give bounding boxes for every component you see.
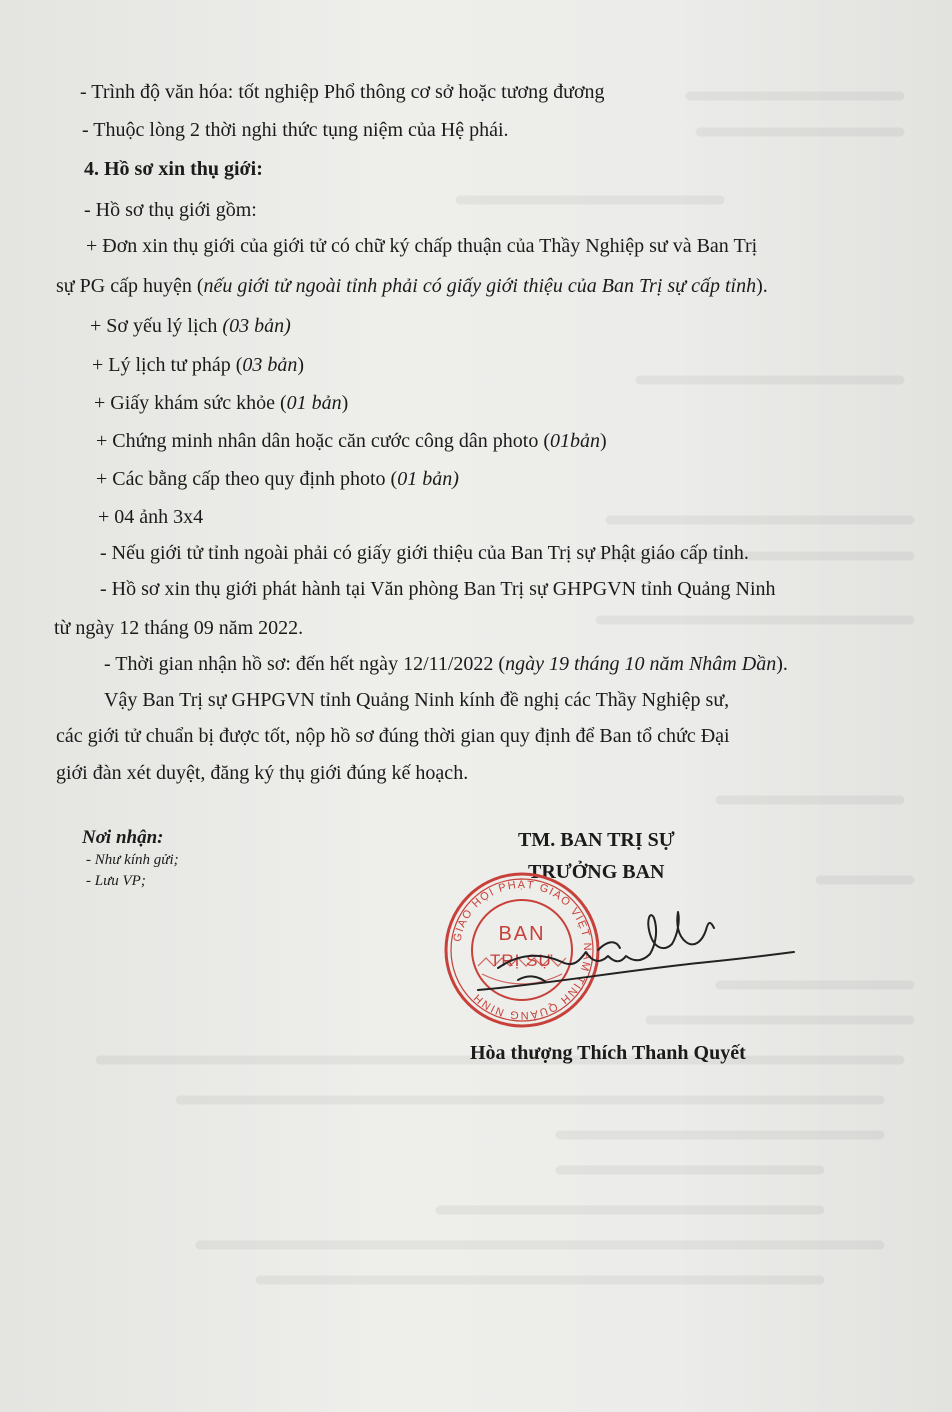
line-education: - Trình độ văn hóa: tốt nghiệp Phổ thông cơ sở hoặc tương đương	[80, 81, 605, 103]
text-italic: (03 bản)	[222, 315, 291, 337]
signature-role: TRƯỞNG BAN	[528, 861, 665, 883]
text-plain: + Sơ yếu lý lịch	[90, 315, 223, 337]
line-issued-at: - Hồ sơ xin thụ giới phát hành tại Văn phòng Ban Trị sự GHPGVN tỉnh Quảng Ninh	[100, 578, 776, 600]
signer-name: Hòa thượng Thích Thanh Quyết	[470, 1042, 746, 1064]
text-plain: sự PG cấp huyện (	[56, 275, 204, 297]
line-outside-province: - Nếu giới tử tỉnh ngoài phải có giấy giới thiệu của Ban Trị sự Phật giáo cấp tỉnh.	[100, 542, 749, 564]
text-plain: + Các bằng cấp theo quy định photo (	[96, 468, 398, 490]
line-cv	[90, 314, 291, 338]
text-plain: + Chứng minh nhân dân hoặc căn cước công dân photo (	[96, 430, 550, 452]
text-italic: 01 bản	[286, 392, 342, 414]
text-plain: ).	[756, 275, 768, 297]
text-plain: - Thời gian nhận hồ sơ: đến hết ngày 12/11/2022 (	[104, 653, 506, 675]
text-plain: )	[599, 430, 607, 452]
recipient-item: - Như kính gửi;	[86, 852, 179, 868]
seal-center-bottom: TRỊ SỰ	[490, 951, 554, 970]
line-application: + Đơn xin thụ giới của giới tử có chữ ký chấp thuận của Thầy Nghiệp sư và Ban Trị	[86, 235, 758, 257]
section-heading: 4. Hồ sơ xin thụ giới:	[84, 158, 263, 180]
text-plain: + Giấy khám sức khỏe (	[94, 392, 287, 414]
line-chanting: - Thuộc lòng 2 thời nghi thức tụng niệm của Hệ phái.	[82, 119, 509, 141]
line-health-check	[94, 391, 348, 415]
line-dossier-intro: - Hồ sơ thụ giới gồm:	[84, 199, 257, 221]
line-application-cont	[56, 274, 768, 298]
text-plain: + Lý lịch tư pháp (	[92, 354, 243, 376]
text-italic: 01bản	[549, 430, 600, 452]
text-italic: nếu giới tử ngoài tỉnh phải có giấy giới thiệu của Ban Trị sự cấp tỉnh	[203, 275, 757, 297]
text-italic: 03 bản	[242, 354, 298, 376]
line-issued-date: từ ngày 12 tháng 09 năm 2022.	[54, 617, 304, 639]
text-plain: )	[297, 354, 305, 376]
recipient-item: - Lưu VP;	[86, 873, 146, 889]
line-certificates	[96, 467, 459, 491]
signature-org: TM. BAN TRỊ SỰ	[518, 829, 675, 851]
seal-center-top: BAN	[498, 923, 546, 945]
line-deadline	[104, 652, 788, 676]
text-italic: 01 bản)	[397, 468, 459, 490]
line-closing-1: Vậy Ban Trị sự GHPGVN tỉnh Quảng Ninh kính đề nghị các Thầy Nghiệp sư,	[104, 689, 730, 711]
recipients-title: Nơi nhận:	[82, 827, 164, 848]
line-id-card	[96, 429, 607, 453]
line-photos: + 04 ảnh 3x4	[98, 506, 204, 528]
text-italic: ngày 19 tháng 10 năm Nhâm Dần	[505, 653, 777, 675]
handwritten-signature-icon	[458, 890, 798, 1010]
line-closing-3: giới đàn xét duyệt, đăng ký thụ giới đúng kế hoạch.	[56, 762, 469, 784]
seal-ring-text: GIÁO HỘI PHẬT GIÁO VIỆT NAM TỈNH QUẢNG NINH	[451, 879, 594, 1022]
line-judicial-record	[92, 353, 304, 377]
text-plain: ).	[776, 653, 788, 675]
line-closing-2: các giới tử chuẩn bị được tốt, nộp hồ sơ đúng thời gian quy định để Ban tổ chức Đại	[56, 725, 730, 747]
text-plain: )	[341, 392, 349, 414]
